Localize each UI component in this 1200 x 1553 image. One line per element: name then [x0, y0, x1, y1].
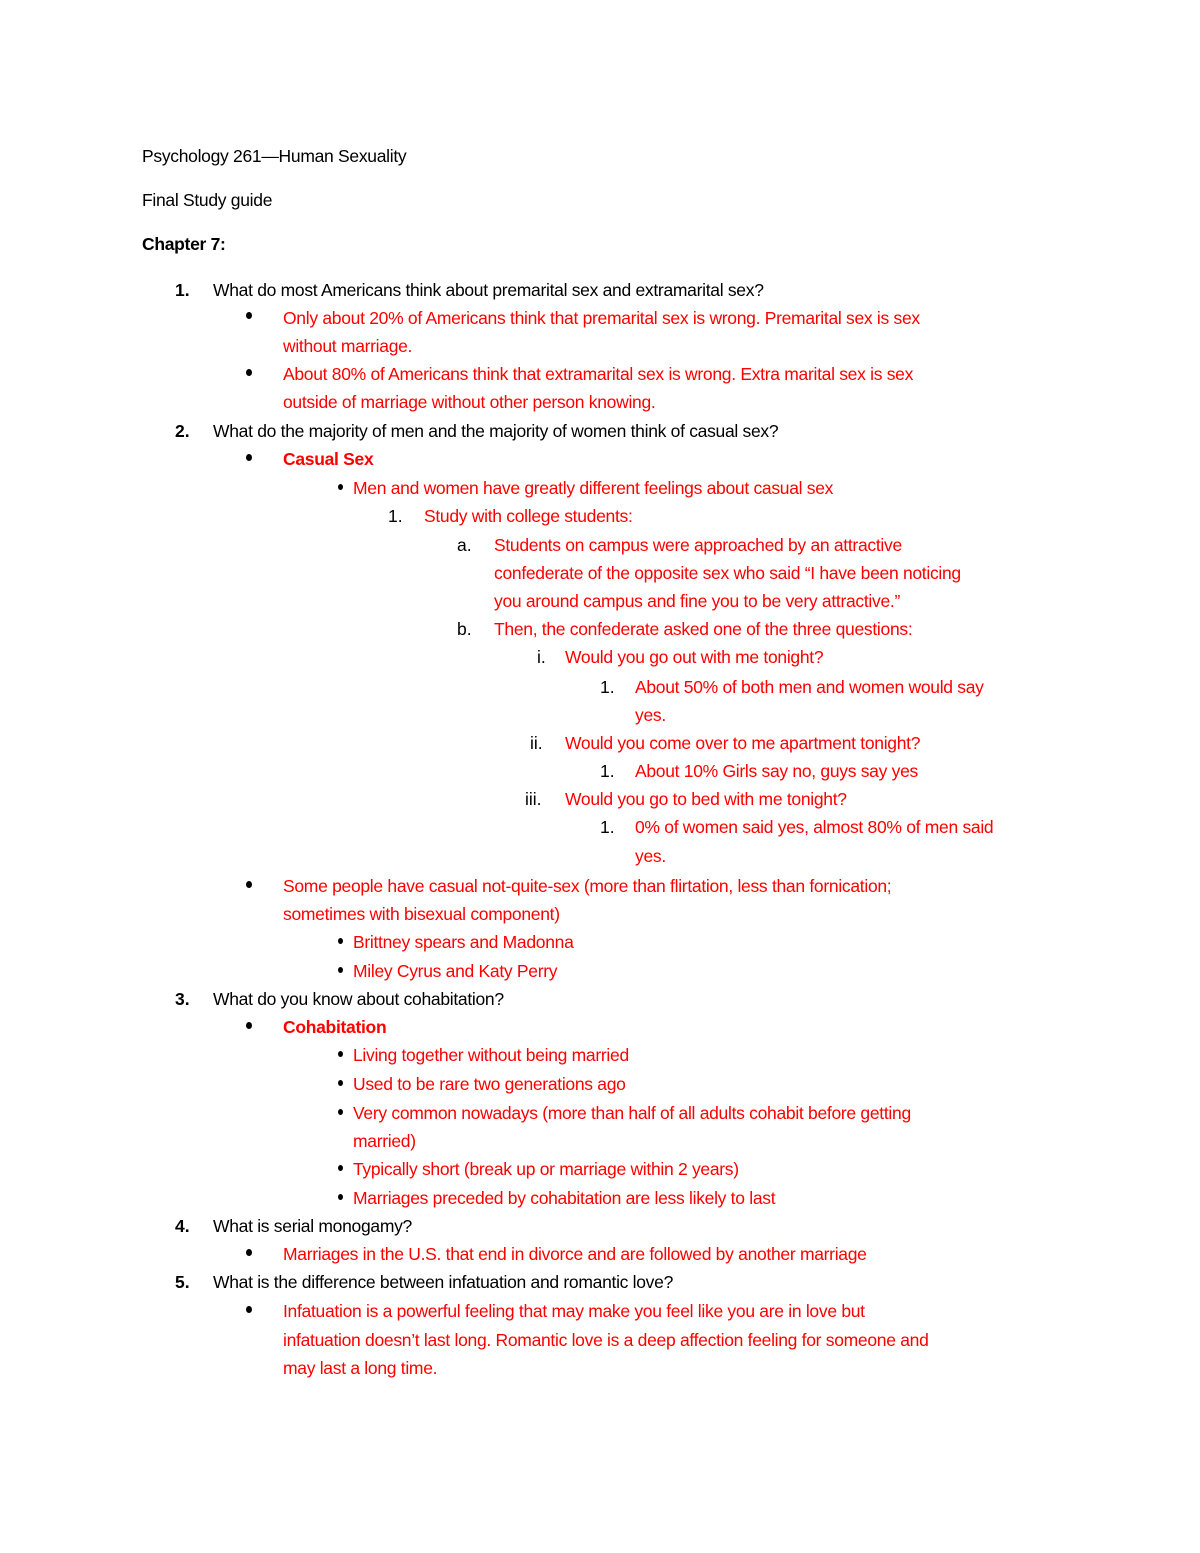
asked-question: Would you come over to me apartment tonight?	[565, 733, 921, 753]
answer-heading: Cohabitation	[283, 1017, 387, 1037]
sub-bullet-icon	[338, 967, 343, 973]
sub-answer: Used to be rare two generations ago	[353, 1074, 626, 1094]
answer-line: Some people have casual not-quite-sex (more than flirtation, less than fornication;	[283, 876, 892, 896]
result-line: yes.	[635, 705, 666, 725]
answer-line: infatuation doesn’t last long. Romantic love is a deep affection feeling for someone and	[283, 1330, 929, 1350]
step-label: b.	[457, 619, 472, 639]
question-text: What is serial monogamy?	[213, 1216, 412, 1236]
question-text: What do most Americans think about premarital sex and extramarital sex?	[213, 280, 764, 300]
step-line: Then, the confederate asked one of the three questions:	[494, 619, 913, 639]
course-title: Psychology 261—Human Sexuality	[142, 146, 407, 166]
question-text: What is the difference between infatuation and romantic love?	[213, 1272, 674, 1292]
answer-line: outside of marriage without other person knowing.	[283, 392, 656, 412]
result-line: About 10% Girls say no, guys say yes	[635, 761, 918, 781]
result-label: 1.	[600, 817, 615, 837]
answer-line: Only about 20% of Americans think that premarital sex is wrong. Premarital sex is sex	[283, 308, 920, 328]
question-number: 3.	[175, 989, 190, 1009]
bullet-icon	[246, 881, 252, 888]
asked-question: Would you go out with me tonight?	[565, 647, 824, 667]
bullet-icon	[246, 312, 252, 319]
study-number: 1.	[388, 506, 403, 526]
sub-bullet-icon	[338, 1109, 343, 1115]
sub-answer: Marriages preceded by cohabitation are less likely to last	[353, 1188, 776, 1208]
answer-line: About 80% of Americans think that extramarital sex is wrong. Extra marital sex is sex	[283, 364, 914, 384]
answer-heading: Casual Sex	[283, 449, 374, 469]
answer-line: Marriages in the U.S. that end in divorce and are followed by another marriage	[283, 1244, 867, 1264]
question-number: 1.	[175, 280, 190, 300]
result-label: 1.	[600, 677, 615, 697]
sub-bullet-icon	[338, 1194, 343, 1200]
answer-line: Infatuation is a powerful feeling that may make you feel like you are in love but	[283, 1301, 865, 1321]
sub-answer: Brittney spears and Madonna	[353, 932, 574, 952]
bullet-icon	[246, 369, 252, 376]
bullet-icon	[246, 1306, 252, 1313]
sub-answer: Men and women have greatly different feelings about casual sex	[353, 478, 834, 498]
question-number: 2.	[175, 421, 190, 441]
step-line: you around campus and fine you to be very attractive.”	[494, 591, 900, 611]
sub-answer: Typically short (break up or marriage within 2 years)	[353, 1159, 739, 1179]
question-text: What do the majority of men and the majority of women think of casual sex?	[213, 421, 779, 441]
step-line: confederate of the opposite sex who said “I have been noticing	[494, 563, 961, 583]
step-label: a.	[457, 535, 472, 555]
sub-answer: Living together without being married	[353, 1045, 629, 1065]
step-line: Students on campus were approached by an attractive	[494, 535, 902, 555]
result-line: yes.	[635, 846, 666, 866]
result-line: 0% of women said yes, almost 80% of men said	[635, 817, 994, 837]
question-label: ii.	[530, 733, 543, 753]
document-subtitle: Final Study guide	[142, 190, 273, 210]
sub-bullet-icon	[338, 484, 343, 490]
bullet-icon	[246, 1249, 252, 1256]
sub-answer: Very common nowadays (more than half of all adults cohabit before getting	[353, 1103, 911, 1123]
sub-bullet-icon	[338, 1165, 343, 1171]
sub-answer: Miley Cyrus and Katy Perry	[353, 961, 558, 981]
sub-bullet-icon	[338, 1051, 343, 1057]
study-heading: Study with college students:	[424, 506, 633, 526]
bullet-icon	[246, 1022, 252, 1029]
answer-line: without marriage.	[283, 336, 413, 356]
chapter-heading: Chapter 7:	[142, 234, 226, 254]
question-number: 5.	[175, 1272, 190, 1292]
answer-line: sometimes with bisexual component)	[283, 904, 560, 924]
bullet-icon	[246, 454, 252, 461]
question-label: i.	[537, 647, 546, 667]
sub-bullet-icon	[338, 1080, 343, 1086]
question-number: 4.	[175, 1216, 190, 1236]
result-line: About 50% of both men and women would say	[635, 677, 984, 697]
sub-answer: married)	[353, 1131, 416, 1151]
result-label: 1.	[600, 761, 615, 781]
answer-line: may last a long time.	[283, 1358, 438, 1378]
asked-question: Would you go to bed with me tonight?	[565, 789, 847, 809]
question-text: What do you know about cohabitation?	[213, 989, 504, 1009]
sub-bullet-icon	[338, 938, 343, 944]
question-label: iii.	[525, 789, 542, 809]
